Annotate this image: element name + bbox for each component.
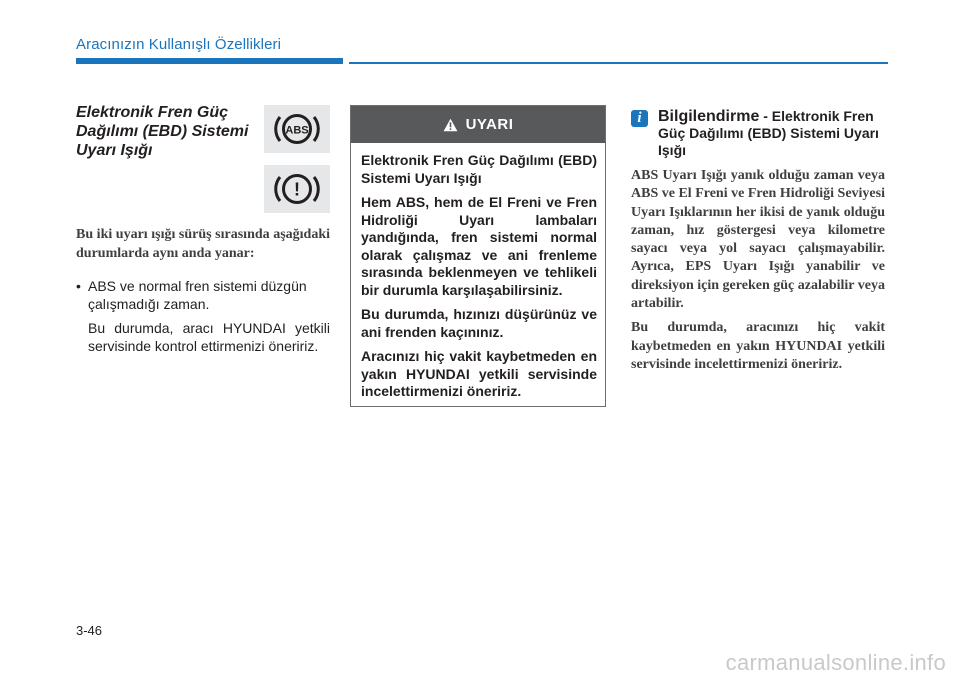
warning-paragraph: Aracınızı hiç vakit kaybetmeden en yakın HYUNDAI yetkili servisinde incelettirmenizi öneririz. — [361, 348, 597, 399]
info-body — [631, 167, 885, 380]
warning-paragraph: Hem ABS, hem de El Freni ve Fren Hidroliği Uyarı lambaları yandığında, fren sistemi normal olarak çalışmaz ve ani frenleme sırasında beklenmeyen ve tehlikeli bir durumla karşılaşabilirsiniz. — [361, 194, 597, 298]
brake-icon-label: ! — [294, 179, 300, 200]
info-icon: i — [631, 110, 648, 127]
brake-icon-box — [264, 165, 330, 213]
section-title: Aracınızın Kullanışlı Özellikleri — [76, 36, 282, 53]
list-item — [76, 277, 330, 313]
warning-body — [351, 143, 605, 401]
section-heading: Elektronik Fren Güç Dağılımı (EBD) Sistemi Uyarı Işığı — [76, 104, 249, 159]
header-rule-thick — [76, 58, 343, 64]
info-title: Bilgilendirme — [658, 108, 760, 125]
bullet-dot-icon: • — [76, 278, 81, 294]
info-subtitle: - Elektronik Fren Güç Dağılımı (EBD) Sistemi Uyarı Işığı — [658, 108, 879, 158]
intro-paragraph: Bu iki uyarı ışığı sürüş sırasında aşağıdaki durumlarda aynı anda yanar: — [76, 227, 330, 261]
info-paragraph: ABS Uyarı Işığı yanık olduğu zaman veya ABS ve El Freni ve Fren Hidroliği Seviyesi Uyarı Işıklarının her ikisi de yanık olduğu zaman, hız göstergesi veya kilometre sayacı veya yol sayacı çalışmayabilir. Ayrıca, EPS Uyarı Işığı yanabilir ve direksiyon için gereken güç azalabilir veya artabilir. — [631, 168, 885, 312]
info-paragraph: Bu durumda, aracınızı hiç vakit kaybetmeden en yakın HYUNDAI yetkili servisinde incelettirmenizi öneririz. — [631, 320, 885, 372]
page-number: 3-46 — [76, 623, 103, 638]
abs-icon-label: ABS — [285, 124, 309, 137]
warning-header — [351, 106, 605, 143]
warning-box — [350, 105, 606, 407]
watermark: carmanualsonline.info — [725, 650, 946, 675]
warning-triangle-icon — [443, 118, 458, 132]
bullet-list — [76, 277, 330, 355]
warning-title: UYARI — [465, 116, 514, 133]
bullet-note: Bu durumda, aracı HYUNDAI yetkili servisinde kontrol ettirmenizi öneririz. — [88, 320, 330, 354]
warning-paragraph: Elektronik Fren Güç Dağılımı (EBD) Sistemi Uyarı Işığı — [361, 152, 597, 186]
abs-icon-box — [264, 105, 330, 153]
warning-paragraph: Bu durumda, hızınızı düşürünüz ve ani frenden kaçınınız. — [361, 306, 597, 340]
info-heading — [658, 108, 888, 159]
brake-warning-icon — [264, 165, 330, 213]
header-rule-thin — [349, 62, 888, 64]
bullet-text: ABS ve normal fren sistemi düzgün çalışmadığı zaman. — [88, 278, 307, 312]
abs-warning-icon — [264, 105, 330, 153]
